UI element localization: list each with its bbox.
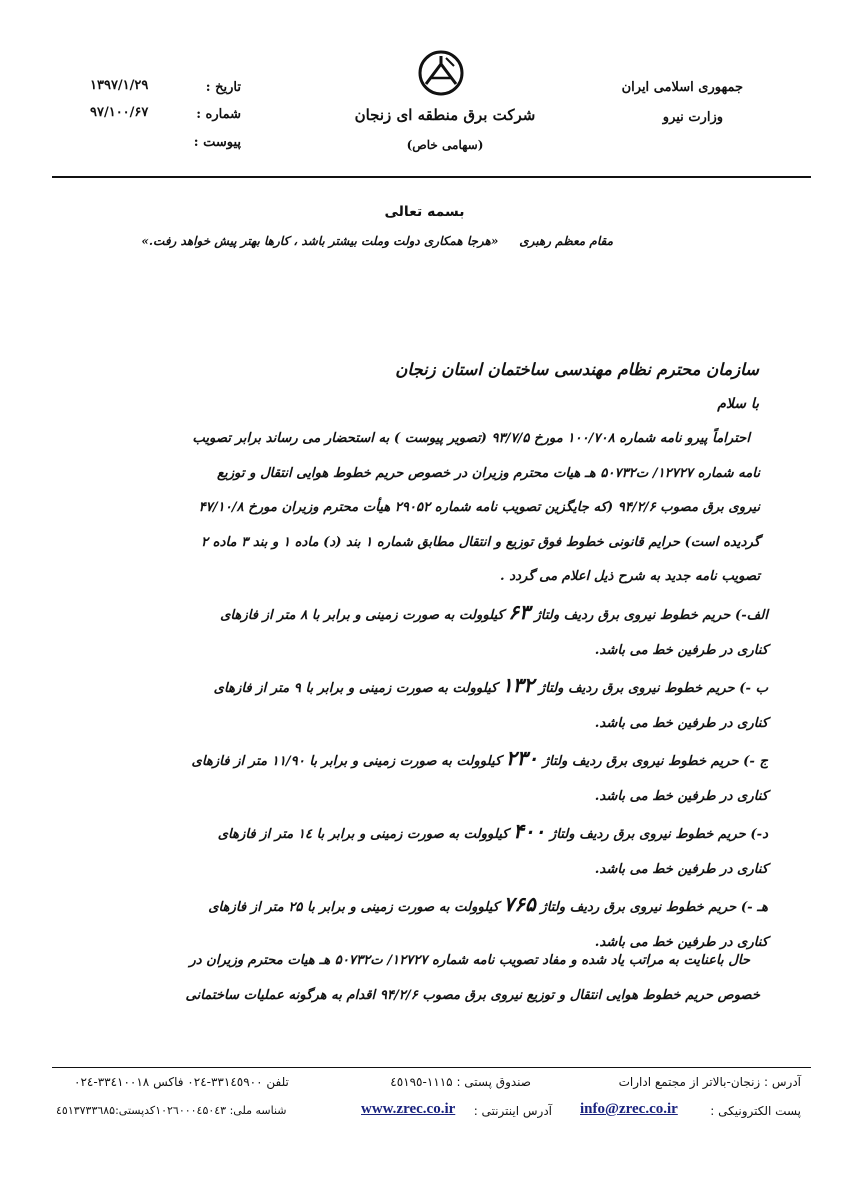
quote-author: مقام معظم رهبری	[519, 234, 613, 248]
item-prefix: ج -) حریم خطوط نیروی برق ردیف ولتاژ	[542, 754, 768, 769]
item-suffix: کیلوولت به صورت زمینی و برابر با ۱۱/۹۰ متر از فازهای	[191, 754, 502, 769]
list-item-continuation: کناری در طرفین خط می باشد.	[594, 788, 768, 804]
closing-paragraph	[108, 944, 760, 1013]
item-prefix: ب -) حریم خطوط نیروی برق ردیف ولتاژ	[538, 681, 768, 696]
company-type: (سهامی خاص)	[406, 138, 484, 152]
body-line: خصوص حریم خطوط هوایی انتقال و توزیع نیروی برق مصوب ۹۴/۲/۶ اقدام به هرگونه عملیات ساختمانی	[185, 987, 760, 1003]
body-line: تصویب نامه جدید به شرح ذیل اعلام می گردد .	[500, 569, 760, 584]
letter-body	[108, 422, 760, 595]
footer-email-label: پست الکترونیکی :	[710, 1104, 801, 1118]
footer-phone-fax: تلفن ۳۳۱٤٥۹۰۰-۰۲٤ فاکس ۳۳٤۱۰۰۱۸-۰۲٤	[74, 1075, 289, 1089]
voltage-value: ۶۳	[508, 600, 530, 624]
privacy-items	[96, 595, 768, 960]
footer-po-box: صندوق پستی : ۱۱۱۵-٤٥١٩٥	[390, 1075, 531, 1089]
date-label: تاریخ :	[205, 80, 241, 95]
body-line: نیروی برق مصوب ۹۴/۲/۶ (که جایگزین تصویب نامه شماره ۲۹۰۵۲ هیأت محترم وزیران مورخ ۴۷/۱۰/۸	[198, 500, 760, 515]
invocation: بسمه تعالی	[384, 204, 465, 220]
item-suffix: کیلوولت به صورت زمینی و برابر با ۲۵ متر از فازهای	[208, 900, 499, 915]
email-link[interactable]: info@zrec.co.ir	[580, 1101, 678, 1117]
voltage-value: ۴۰۰	[513, 819, 546, 843]
list-item-continuation: کناری در طرفین خط می باشد.	[594, 861, 768, 877]
footer-website-label: آدرس اینترنتی :	[473, 1104, 552, 1118]
item-prefix: الف-) حریم خطوط نیروی برق ردیف ولتاژ	[534, 608, 768, 623]
footer-divider	[52, 1067, 811, 1068]
list-item-continuation: کناری در طرفین خط می باشد.	[594, 642, 768, 658]
voltage-value: ۷۶۵	[503, 892, 536, 916]
website-link[interactable]: www.zrec.co.ir	[361, 1101, 456, 1117]
body-line: گردیده است) حرایم قانونی خطوط فوق توزیع و انتقال مطابق شماره ۱ بند (د) ماده ۱ و بند ۳ ماده ۲	[201, 534, 760, 550]
footer-address: آدرس : زنجان-بالاتر از مجتمع ادارات	[618, 1075, 801, 1089]
list-item	[96, 668, 768, 707]
recipient: سازمان محترم نظام مهندسی ساختمان استان زنجان	[395, 360, 759, 379]
list-item	[96, 741, 768, 780]
item-suffix: کیلوولت به صورت زمینی و برابر با ١٤ متر از فازهای	[217, 827, 509, 842]
list-item-continuation: کناری در طرفین خط می باشد.	[594, 934, 768, 950]
list-item	[96, 814, 768, 853]
date-value: ۱۳۹۷/۱/۲۹	[90, 78, 149, 93]
list-item	[96, 887, 768, 926]
item-prefix: د-) حریم خطوط نیروی برق ردیف ولتاژ	[549, 827, 768, 842]
ministry-name: وزارت نیرو	[662, 110, 723, 125]
country-name: جمهوری اسلامی ایران	[621, 80, 743, 95]
leader-quote: «هرجا همکاری دولت وملت بیشتر باشد ، کارها بهتر پیش خواهد رفت.»	[141, 234, 499, 248]
list-item-continuation: کناری در طرفین خط می باشد.	[594, 715, 768, 731]
body-line: احتراماً پیرو نامه شماره ۱۰۰/۷۰۸ مورخ ۹۳/۷/۵ (تصویر پیوست ) به استحضار می رساند برابر تصویب	[192, 431, 750, 446]
quote-line	[141, 234, 613, 248]
voltage-value: ۲۳۰	[505, 746, 539, 770]
item-prefix: هـ -) حریم خطوط نیروی برق ردیف ولتاژ	[540, 900, 768, 915]
item-suffix: کیلوولت به صورت زمینی و برابر با ۸ متر از فازهای	[220, 608, 504, 623]
header-divider	[52, 176, 811, 178]
voltage-value: ۱۳۲	[501, 673, 535, 697]
body-line: نامه شماره ۱۲۷۲۷/ ت۵۰۷۳۲ هـ هیات محترم وزیران در خصوص حریم خطوط هوایی انتقال و توزیع	[217, 465, 760, 481]
company-logo	[416, 48, 466, 98]
company-name: شرکت برق منطقه ای زنجان	[354, 106, 536, 124]
greeting: با سلام	[717, 396, 759, 412]
footer-ids: شناسه ملی: ۱۰۲٦۰۰۰٤۵۰٤۳کدپستی:٤٥۱۳۷۳۳٦۸۵	[56, 1104, 287, 1117]
number-label: شماره :	[196, 107, 241, 122]
number-value: ۹۷/۱۰۰/۶۷	[90, 105, 149, 120]
attachment-label: پیوست :	[193, 135, 241, 150]
body-line: حال باعنایت به مراتب یاد شده و مفاد تصویب نامه شماره ۱۲۷۲۷/ ت۵۰۷۳۲ هـ هیات محترم وزیران در	[189, 953, 750, 968]
list-item	[96, 595, 768, 634]
item-suffix: کیلوولت به صورت زمینی و برابر با ۹ متر از فازهای	[213, 681, 498, 696]
